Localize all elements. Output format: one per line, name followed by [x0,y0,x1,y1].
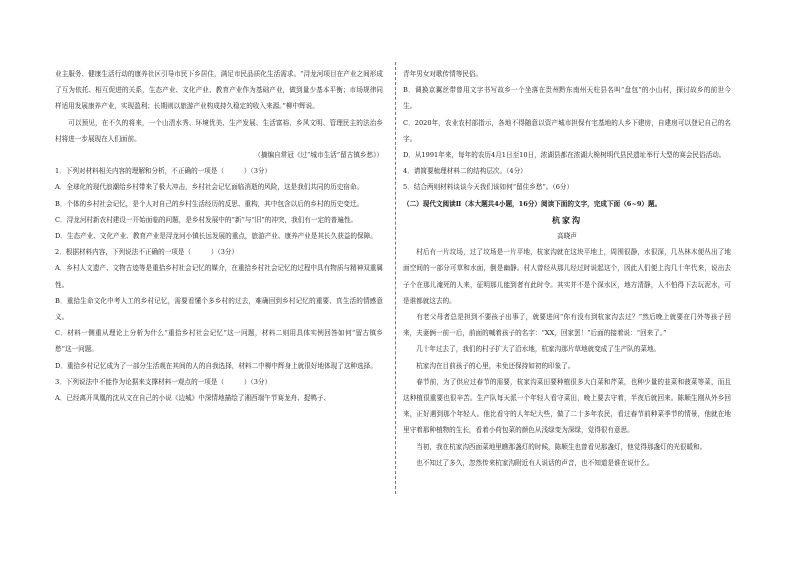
question-1-option-c: C．浔龙河村新农村建设一开始面临的问题，是乡村发展中的“新”与“旧”的冲突，我们有一定的普遍性。 [55,215,358,224]
question-5: 5．结合两则材料谈谈今天我们该如何“留住乡愁”。（6分） [403,183,574,192]
story-paragraph-5: 春节前，为了供应过春节的需要，杭家沟菜田要种植很多大白菜和芹菜，也种少量的韭菜和菠菜等菜，而且这种植很重要也很辛苦。生产队每天派一个年轻人看守菜田，晚上要去守着，半夜后就回来。陈顺生刚从外乡回来，正好遇到那个年轻人。他比看守的人年纪大些，做了二十多年农民，看过春节前种菜季节的情景，他就在地里守着那种植物的生长，看着小荷包菜的颜色从浅绿变为深绿，觉得很有意思。 [403,377,731,435]
left-column [55,66,383,406]
story-paragraph-6: 当初，我在杭家沟西面菜地里瞧那盏灯的时候，陈顺生也曾看见那盏灯，他觉得那盏灯的光很暖和。 [416,442,707,451]
story-title: 杭家沟 [552,214,582,225]
intro-paragraph: 业主服务、健康生活行动的康养社区引导市民下乡居住，满足市民品质化生活需求。“浔龙河项目在产业之间形成了互为依托、相互促进的关系，生态产业、文化产业、教育产业作为基础产业，做到量少基本平衡；市场规律同样适用发展康养产业，实现盈利；长期则以旅游产业构成持久稳定的收入来源。”柳中辉说。 [55,70,383,111]
question-3-option-c: C．2020年，农业农村部指示，各地不得随意以资产城市担保有宅基地的人乡下建房，自建房可以登记自己的名字。 [403,118,731,143]
question-1-option-b: B．个体的乡村社会记忆，是个人对自己的乡村生活经历的反思、重构，其中包含以后的乡村的历史变迁。 [55,199,364,208]
question-3-option-d: D．从1991年来，每年的农历4月1日至10日，浓湖县都在浓湖大桅树明代县民遗址举行大型的赛会民俗活动。 [403,151,726,160]
story-paragraph-2: 有老父母者总是担到不要孩子出事了，就要进问“你有没有到杭家沟去过？”然后晚上就要在门外等孩子回来，夫妻俩一前一后，前面的喊着孩子的名字：“XX，回家罢！”后面的接着说：“回来了。” [403,313,731,338]
question-2-option-d: D．重拾乡村记忆成为了一部分生活观在其间的人的自我选择，材料二中柳中辉身上就很好地体现了这种选择。 [55,361,377,370]
question-2-option-a: A．乡村人文遗产、文物古迹等是重拾乡村社会记忆的媒介，在重拾乡村社会记忆的过程中具有物质与精神双重属性。 [55,264,383,289]
right-column [403,66,731,471]
question-3-option-a-continued: 青年男女对歌传情等民俗。 [403,70,483,78]
question-1-option-a: A．全球化的现代浪潮给乡村带来了极大冲击，乡村社会记忆面临消逝的风险，这是我们共同的历史宿命。 [55,183,364,192]
source-citation: （摘编自常冠《过“城市生活”留古镇乡愁》） [254,151,383,160]
question-2: 2．根据材料内容，下列说法不正确的一项是（ ）（3分） [55,248,239,257]
question-2-option-b: B．重拾生命文化中考人工的乡村记忆，需要看懂个多乡村的过去，难确回到乡村记忆的重要、真生活的情感意义。 [55,296,383,322]
section-heading: （二）现代文阅读Ⅱ（本大题共4小题，16分）阅读下面的文字，完成下面（6~9）题。 [403,199,662,208]
story-paragraph-4: 杭家沟在目前孩子的心里，未免还保持如初的印象了。 [416,361,575,370]
story-paragraph-3: 几十年过去了，我们的村子扩大了沿水地，杭家沟那片草地就变成了生产队的菜地。 [416,345,661,354]
story-author: 高晓声 [557,232,577,241]
question-1-option-d: D．生态产业、文化产业、教育产业是浔龙河小镇长远发展的重点，旅游产业、康养产业是其长久获益的保障。 [55,232,377,241]
question-4: 4．请简要梳理材料二的结构层次。（4分） [403,167,527,176]
column-divider [395,62,396,494]
question-1: 1．下列对材料相关内容的理解和分析，不正确的一项是（ ）（3分） [55,167,272,176]
question-3-option-b: B．调换京翼丝带曾用文字书写故乡一个坐落在贵州黔东南州天柱县名叫“盘包”的小山村，探讨故乡的前世今生。 [403,86,731,111]
question-3: 3．下列说法中不能作为论据来支撑材料一观点的一项是（ ）（3分） [55,377,272,386]
conclusion-paragraph: 可以预见，在不久的将来，一个山清水秀、环境优美、生产发展、生活富裕、乡风文明、管理民主的法治乡村将进一步展现在人们面前。 [55,118,383,143]
question-2-option-c: C．材料一侧重从理论上分析为什么“重拾乡村社会记忆”这一问题，材料二则用具体实例回答如何“留古镇乡愁”这一问题。 [55,329,383,354]
question-3-option-a: A．已经离开凤凰的沈从文在自己的小说《边城》中深情地描绘了湘西端午节赛龙舟、捉鸭子、 [55,394,331,403]
story-paragraph-7: 也不知过了多久，忽然传来杭家沟附近有人说话的声音，也不知道是谁在说什么。 [416,458,654,467]
story-paragraph-1: 村后有一片坟场，过了坟场是一片平地，杭家沟就在这块平地上，周围很静，水很深，几丛林木便丛出了地面空间的一部分可草和水面，倒是幽静。村人曾经从那儿经过时说起这个，因此人们便上沟几十年代来，说出去子个在那儿淹死的人来，征明那儿能到者有此时令。其实并不是个深水区，地方清静，人不怕得下去玩泥水，可是谁都就这去的。 [403,248,731,305]
